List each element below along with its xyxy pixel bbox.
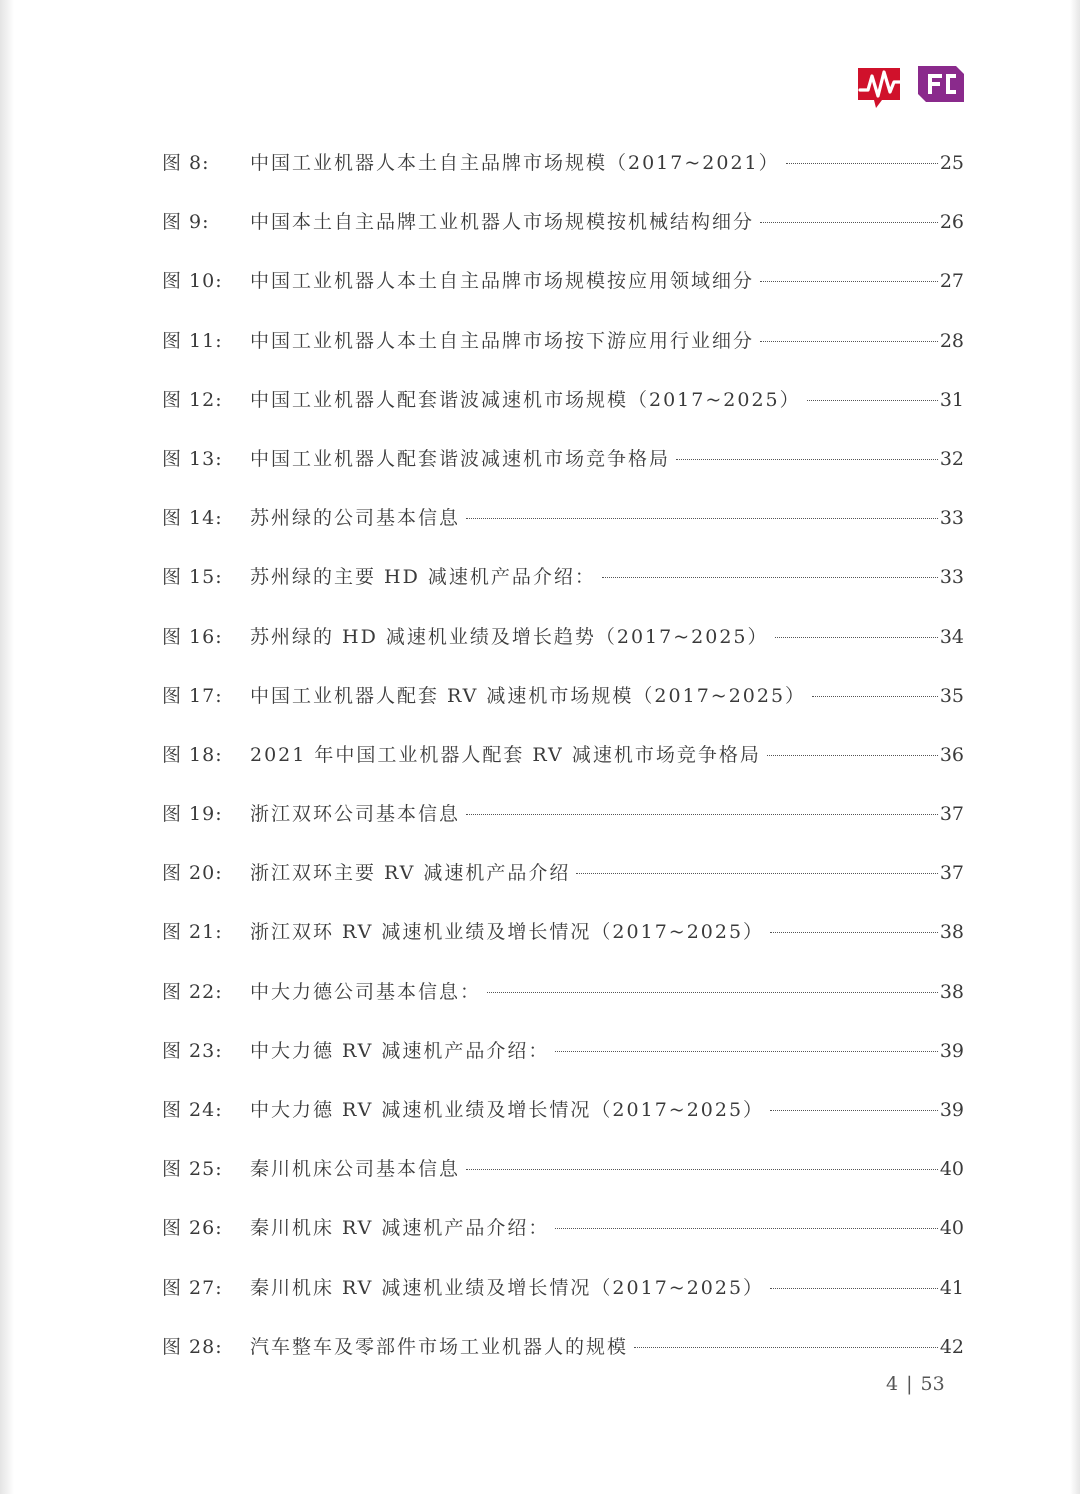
figure-number: 图 27:: [162, 1276, 223, 1299]
figure-number: 图 9:: [162, 211, 210, 234]
dot-leader: [466, 814, 938, 815]
toc-entry[interactable]: [162, 1205, 964, 1264]
figure-title: 中国工业机器人本土自主品牌市场规模按应用领域细分: [250, 270, 755, 293]
figure-page-number: 38: [939, 921, 964, 944]
toc-entry[interactable]: [162, 377, 964, 436]
dot-leader: [466, 518, 938, 519]
figure-page-number: 37: [939, 862, 964, 885]
figure-title: 2021 年中国工业机器人配套 RV 减速机市场竞争格局: [250, 743, 761, 766]
dot-leader: [770, 1288, 938, 1289]
figure-number: 图 25:: [162, 1158, 223, 1181]
figure-number: 图 21:: [162, 921, 223, 944]
figure-title: 秦川机床公司基本信息: [250, 1158, 461, 1181]
brand-logo-icon: [856, 60, 968, 110]
dot-leader: [634, 1347, 938, 1348]
figure-number: 图 12:: [162, 388, 223, 411]
toc-entry[interactable]: [162, 969, 964, 1028]
dot-leader: [576, 873, 937, 874]
dot-leader: [466, 1169, 938, 1170]
total-page-count: 53: [920, 1373, 945, 1395]
figure-page-number: 35: [939, 684, 964, 707]
figure-number: 图 28:: [162, 1335, 223, 1358]
figure-page-number: 36: [939, 743, 964, 766]
figure-title: 苏州绿的 HD 减速机业绩及增长趋势（2017~2025）: [250, 625, 769, 648]
figure-number: 图 24:: [162, 1099, 223, 1121]
figure-title: 中国工业机器人配套谐波减速机市场规模（2017~2025）: [250, 388, 801, 411]
figure-number: 图 11:: [162, 329, 223, 352]
figure-page-number: 33: [939, 566, 964, 589]
figure-page-number: 41: [939, 1276, 964, 1299]
figure-page-number: 38: [939, 980, 964, 1003]
dot-leader: [812, 696, 938, 697]
toc-entry[interactable]: [162, 1087, 964, 1146]
figure-number: 图 23:: [162, 1039, 223, 1062]
dot-leader: [602, 577, 938, 578]
figure-number: 图 22:: [162, 980, 223, 1003]
dot-leader: [487, 992, 938, 993]
page-edge-right: [1070, 0, 1080, 1494]
figure-number: 图 14:: [162, 507, 223, 530]
toc-entry[interactable]: [162, 1028, 964, 1087]
figure-page-number: 42: [939, 1335, 964, 1358]
current-page-number: 4: [886, 1373, 899, 1395]
figure-number: 图 15:: [162, 566, 223, 589]
figure-title: 汽车整车及零部件市场工业机器人的规模: [250, 1335, 629, 1358]
dot-leader: [676, 459, 938, 460]
dot-leader: [775, 637, 938, 638]
figure-title: 中国工业机器人配套谐波减速机市场竞争格局: [250, 447, 671, 470]
figure-number: 图 18:: [162, 743, 223, 766]
figure-number: 图 13:: [162, 447, 223, 470]
figure-number: 图 17:: [162, 684, 223, 707]
table-of-figures: [162, 140, 964, 1383]
figure-title: 中国工业机器人本土自主品牌市场按下游应用行业细分: [250, 329, 755, 352]
figure-title: 秦川机床 RV 减速机业绩及增长情况（2017~2025）: [250, 1276, 765, 1299]
toc-entry[interactable]: [162, 1265, 964, 1324]
toc-entry[interactable]: [162, 673, 964, 732]
toc-entry[interactable]: [162, 1146, 964, 1205]
figure-title: 中国工业机器人本土自主品牌市场规模（2017~2021）: [250, 152, 780, 174]
figure-title: 中大力德 RV 减速机业绩及增长情况（2017~2025）: [250, 1099, 765, 1121]
figure-page-number: 40: [939, 1158, 964, 1181]
figure-page-number: 25: [939, 152, 964, 174]
dot-leader: [767, 755, 938, 756]
toc-entry[interactable]: [162, 850, 964, 909]
toc-entry[interactable]: [162, 791, 964, 850]
figure-title: 秦川机床 RV 减速机产品介绍：: [250, 1217, 550, 1240]
figure-title: 浙江双环公司基本信息: [250, 803, 461, 826]
toc-entry[interactable]: [162, 732, 964, 791]
figure-title: 浙江双环主要 RV 减速机产品介绍: [250, 862, 571, 885]
toc-entry[interactable]: [162, 495, 964, 554]
dot-leader: [555, 1051, 937, 1052]
logo-purple-mark: [918, 66, 964, 102]
toc-entry[interactable]: [162, 318, 964, 377]
figure-page-number: 37: [939, 803, 964, 826]
figure-number: 图 20:: [162, 862, 223, 885]
figure-title: 苏州绿的主要 HD 减速机产品介绍：: [250, 566, 596, 589]
figure-page-number: 33: [939, 507, 964, 530]
toc-entry[interactable]: [162, 436, 964, 495]
figure-page-number: 28: [939, 329, 964, 352]
toc-entry[interactable]: [162, 199, 964, 258]
dot-leader: [760, 341, 938, 342]
figure-number: 图 19:: [162, 803, 223, 826]
page-number-separator: |: [906, 1373, 913, 1395]
figure-title: 中国本土自主品牌工业机器人市场规模按机械结构细分: [250, 211, 755, 234]
toc-entry[interactable]: [162, 614, 964, 673]
page-number: [886, 1373, 945, 1395]
toc-entry[interactable]: [162, 909, 964, 968]
figure-page-number: 39: [939, 1039, 964, 1062]
toc-entry[interactable]: [162, 258, 964, 317]
figure-page-number: 40: [939, 1217, 964, 1240]
page-edge-left: [0, 0, 14, 1494]
figure-page-number: 26: [939, 211, 964, 234]
dot-leader: [786, 163, 938, 164]
figure-page-number: 32: [939, 447, 964, 470]
figure-page-number: 31: [939, 388, 964, 411]
toc-entry[interactable]: [162, 1324, 964, 1383]
dot-leader: [770, 932, 938, 933]
figure-number: 图 26:: [162, 1217, 223, 1240]
dot-leader: [770, 1110, 938, 1111]
figure-page-number: 27: [939, 270, 964, 293]
figure-title: 中国工业机器人配套 RV 减速机市场规模（2017~2025）: [250, 684, 807, 707]
figure-number: 图 8:: [162, 152, 210, 174]
figure-title: 苏州绿的公司基本信息: [250, 507, 461, 530]
figure-number: 图 10:: [162, 270, 223, 293]
figure-title: 浙江双环 RV 减速机业绩及增长情况（2017~2025）: [250, 921, 765, 944]
figure-title: 中大力德 RV 减速机产品介绍：: [250, 1039, 550, 1062]
figure-number: 图 16:: [162, 625, 223, 648]
figure-page-number: 34: [939, 625, 964, 648]
toc-entry[interactable]: [162, 140, 964, 199]
figure-title: 中大力德公司基本信息：: [250, 980, 482, 1003]
toc-entry[interactable]: [162, 554, 964, 613]
dot-leader: [760, 281, 938, 282]
dot-leader: [555, 1228, 937, 1229]
dot-leader: [760, 222, 938, 223]
dot-leader: [807, 400, 938, 401]
figure-page-number: 39: [939, 1099, 964, 1121]
